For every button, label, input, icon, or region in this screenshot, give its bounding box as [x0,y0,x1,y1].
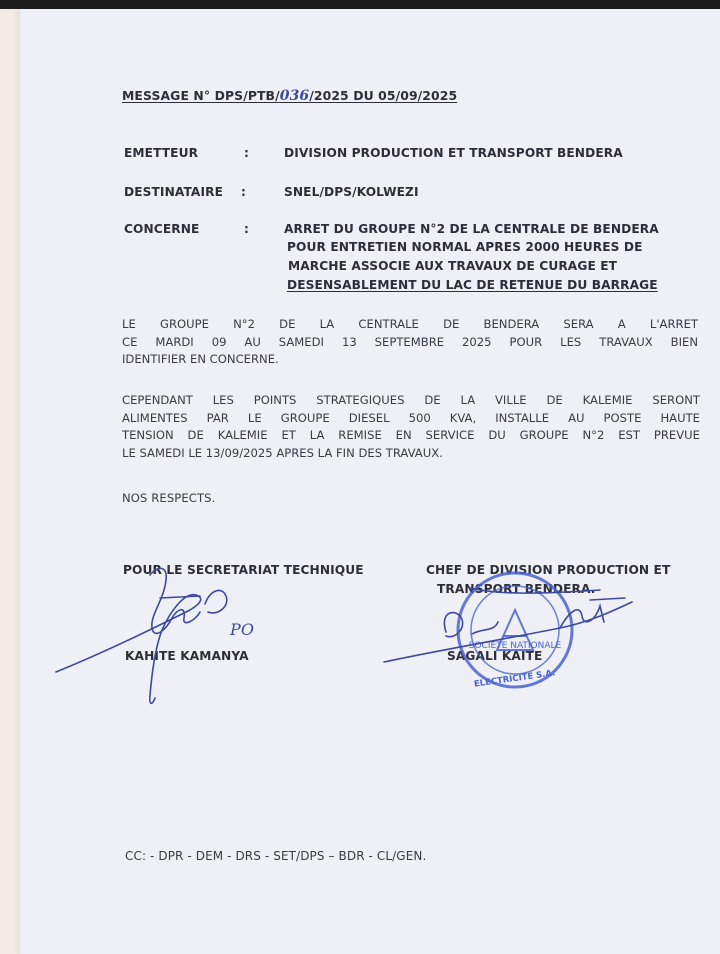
concerne-colon: : [244,222,249,236]
left-handwritten-po: PO [230,620,255,639]
destinataire-colon: : [241,185,246,199]
emetteur-label: EMETTEUR [124,146,199,160]
company-stamp [458,573,572,690]
message-number-handwritten: 036 [279,88,310,104]
concerne-line: MARCHE ASSOCIE AUX TRAVAUX DE CURAGE ET [288,259,618,273]
concerne-line: POUR ENTRETIEN NORMAL APRES 2000 HEURES DE [287,240,643,254]
closing-line: NOS RESPECTS. [122,491,216,505]
right-signatory-title-line-2: TRANSPORT BENDERA. [437,582,596,596]
paragraph-line: LE GROUPE N°2 DE LA CENTRALE DE BENDERA SERA A L'ARRET [122,317,698,331]
stamp-text-top: SOCIETE NATIONALE [468,641,562,651]
paragraph-line: IDENTIFIER EN CONCERNE. [122,352,279,366]
paragraph-line: TENSION DE KALEMIE ET LA REMISE EN SERVICE DU GROUPE N°2 EST PREVUE [122,428,700,442]
paragraph-line: CE MARDI 09 AU SAMEDI 13 SEPTEMBRE 2025 POUR LES TRAVAUX BIEN [122,334,698,349]
message-suffix: /2025 DU 05/09/2025 [309,88,458,103]
concerne-label: CONCERNE [124,222,200,236]
left-signatory-title: POUR LE SECRETARIAT TECHNIQUE [123,563,364,577]
destinataire-value: SNEL/DPS/KOLWEZI [284,185,419,199]
concerne-line: ARRET DU GROUPE N°2 DE LA CENTRALE DE BENDERA [284,222,659,236]
paragraph-line: ALIMENTES PAR LE GROUPE DIESEL 500 KVA, INSTALLE AU POSTE HAUTE [122,410,700,425]
paragraph-line: CEPENDANT LES POINTS STRATEGIQUES DE LA VILLE DE KALEMIE SERONT [122,393,700,407]
paragraph-line: LE SAMEDI LE 13/09/2025 APRES LA FIN DES TRAVAUX. [122,445,443,460]
concerne-line: DESENSABLEMENT DU LAC DE RETENUE DU BARRAGE [287,278,658,292]
destinataire-label: DESTINATAIRE [124,185,223,199]
right-signatory-title-line-1: CHEF DE DIVISION PRODUCTION ET [426,563,671,577]
stamp-text-bottom: ELECTRICITE S.A. [473,668,557,690]
right-signatory-name: SAGALI KAITE [447,649,543,663]
carbon-copy-list: CC: - DPR - DEM - DRS - SET/DPS – BDR - CL/GEN. [125,849,427,863]
left-signature-scribble [56,568,227,703]
message-prefix: MESSAGE N° DPS/PTB/ [122,88,280,103]
left-signatory-name: KAHITE KAMANYA [125,649,249,663]
emetteur-value: DIVISION PRODUCTION ET TRANSPORT BENDERA [284,146,623,160]
emetteur-colon: : [244,146,249,160]
